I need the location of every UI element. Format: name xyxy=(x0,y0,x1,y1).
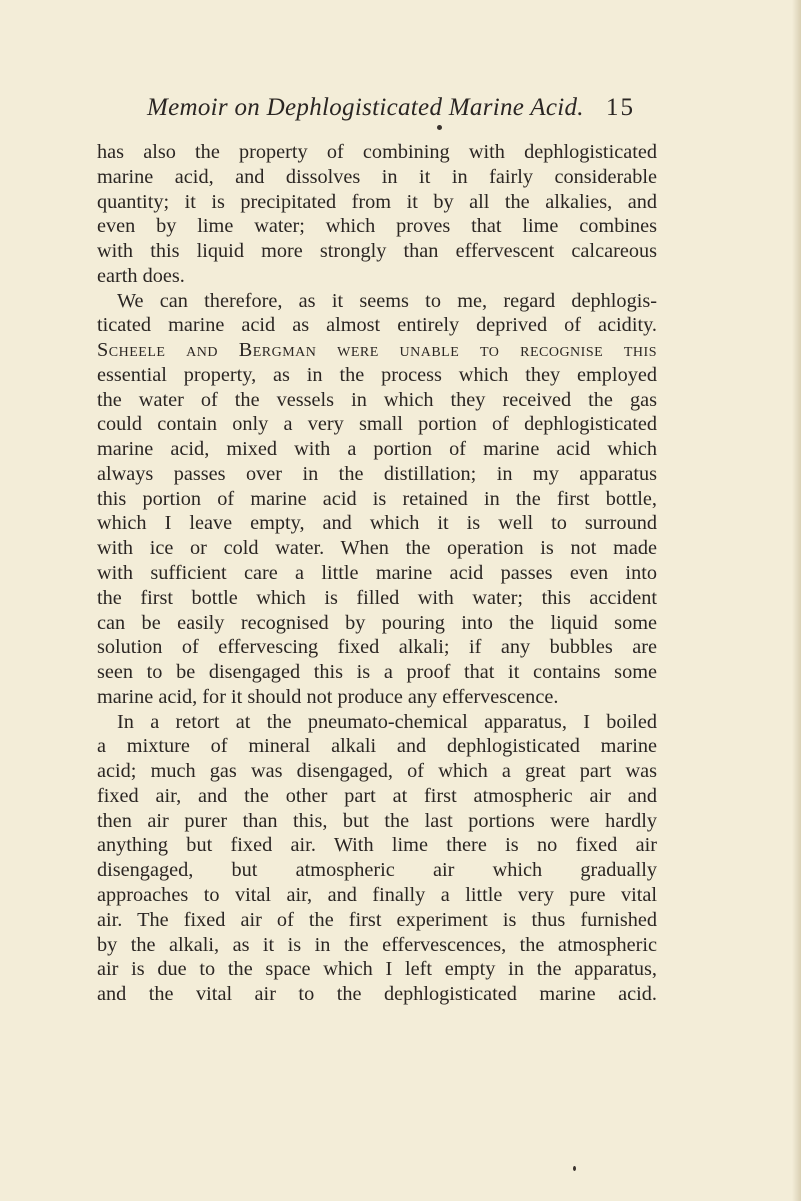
text-line: this portion of marine acid is retained in the first bottle, xyxy=(97,487,657,510)
running-head xyxy=(0,94,801,134)
text-line: air. The fixed air of the first experiment is thus furnished xyxy=(97,908,657,931)
running-title: Memoir on Dephlogisticated Marine Acid. xyxy=(147,94,584,121)
text-line: anything but fixed air. With lime there is no fixed air xyxy=(97,834,657,857)
text-line: marine acid, mixed with a portion of marine acid which xyxy=(97,438,657,461)
text-line: even by lime water; which proves that lime combines xyxy=(97,215,657,238)
text-line: acid; much gas was disengaged, of which a great part was xyxy=(97,760,657,783)
text-line: with sufficient care a little marine acid passes even into xyxy=(97,562,657,585)
text-line: fixed air, and the other part at first atmospheric air and xyxy=(97,784,657,807)
text-line-with-names: Scheele and Bergman were unable to recognise this xyxy=(97,339,657,362)
text-line: marine acid, and dissolves in it in fairly considerable xyxy=(97,165,657,188)
text-line: the water of the vessels in which they received the gas xyxy=(97,388,657,411)
text-line: can be easily recognised by pouring into the liquid some xyxy=(97,611,657,634)
text-line: a mixture of mineral alkali and dephlogisticated marine xyxy=(97,735,657,758)
text-line: then air purer than this, but the last portions were hardly xyxy=(97,809,657,832)
text-line: marine acid, for it should not produce any effervescence. xyxy=(97,685,559,708)
text-line: approaches to vital air, and finally a little very pure vital xyxy=(97,883,657,906)
text-line: quantity; it is precipitated from it by all the alkalies, and xyxy=(97,190,657,213)
paragraph xyxy=(97,710,657,1007)
text-line: the first bottle which is filled with water; this accident xyxy=(97,586,657,609)
text-line: with this liquid more strongly than effervescent calcareous xyxy=(97,240,657,263)
paragraph xyxy=(97,289,657,710)
text-line: In a retort at the pneumato-chemical apparatus, I boiled xyxy=(117,710,657,733)
text-line: earth does. xyxy=(97,264,185,287)
text-line: could contain only a very small portion of dephlogisticated xyxy=(97,413,657,436)
body-text xyxy=(97,140,657,1007)
text-line: always passes over in the distillation; in my apparatus xyxy=(97,462,657,485)
text-line: and the vital air to the dephlogisticated marine acid. xyxy=(97,983,657,1006)
text-line: with ice or cold water. When the operation is not made xyxy=(97,537,657,560)
printing-speck xyxy=(437,125,442,130)
text-line: seen to be disengaged this is a proof that it contains some xyxy=(97,661,657,684)
printing-speck xyxy=(573,1166,576,1171)
text-line: solution of effervescing fixed alkali; if any bubbles are xyxy=(97,636,657,659)
text-line: air is due to the space which I left empty in the apparatus, xyxy=(97,958,657,981)
text-line: essential property, as in the process which they employed xyxy=(97,363,657,386)
text-line: ticated marine acid as almost entirely deprived of acidity. xyxy=(97,314,657,337)
paragraph xyxy=(97,140,657,289)
text-line: disengaged, but atmospheric air which gradually xyxy=(97,859,657,882)
text-line: has also the property of combining with dephlogisticated xyxy=(97,141,657,163)
text-line: which I leave empty, and which it is well to surround xyxy=(97,512,657,535)
text-line: We can therefore, as it seems to me, regard dephlogis- xyxy=(117,289,657,312)
page-number: 15 xyxy=(606,94,635,121)
text-line: by the alkali, as it is in the effervescences, the atmospheric xyxy=(97,933,657,956)
page-edge-shadow xyxy=(792,0,801,1201)
